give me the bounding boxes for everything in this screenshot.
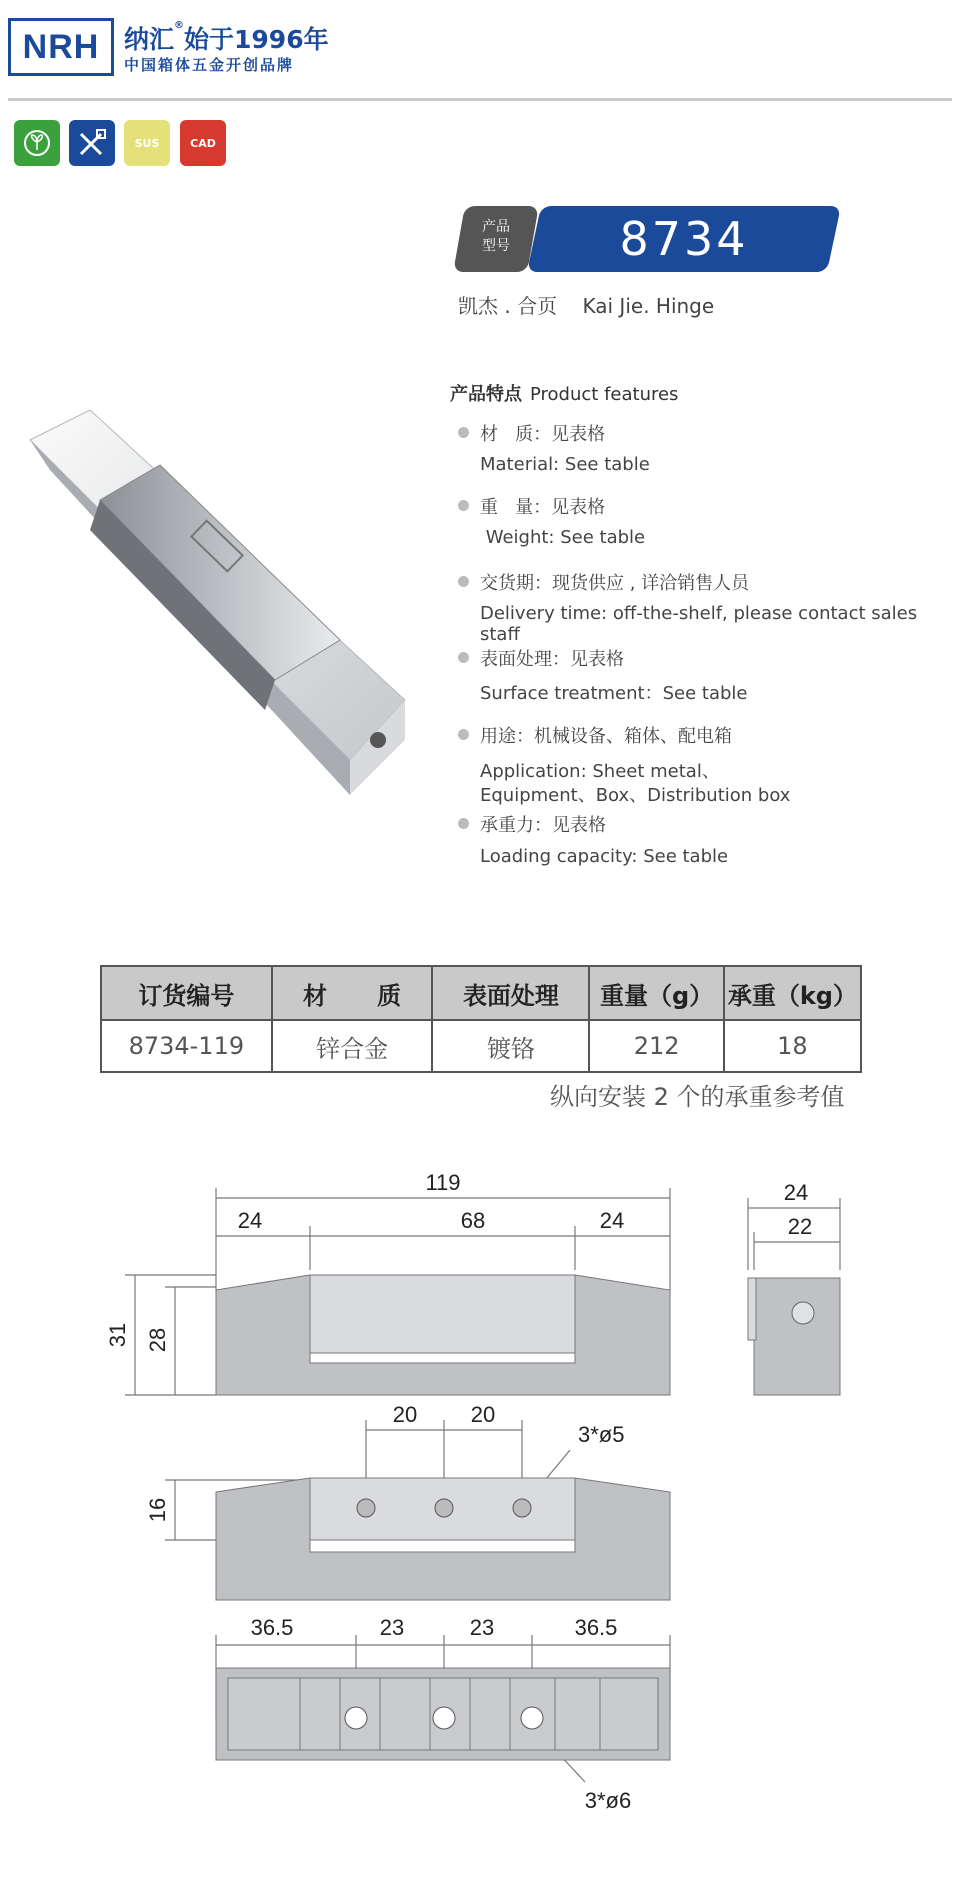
- end-hole: [370, 732, 386, 748]
- table-header-row: [101, 966, 861, 1020]
- spec-table: [100, 965, 862, 1073]
- features-heading-cn: 产品特点: [450, 384, 522, 405]
- sus-label: SUS: [134, 136, 160, 150]
- features-heading-en: Product features: [530, 384, 679, 405]
- dim-right: 24: [599, 1208, 625, 1233]
- brand-founded: 始于1996年: [184, 25, 329, 54]
- hole-icon: [345, 1707, 367, 1729]
- dim-side-inner: 22: [787, 1214, 813, 1239]
- model-tag-label: 产品 型号: [482, 219, 510, 254]
- hole-icon: [521, 1707, 543, 1729]
- dim-left: 24: [237, 1208, 263, 1233]
- dim-pitch-1: 20: [392, 1402, 418, 1427]
- side-view: [748, 1278, 840, 1395]
- feature-capacity-en: Loading capacity: See table: [480, 846, 729, 867]
- dim-top-height: 16: [145, 1497, 170, 1523]
- dim-bottom-b: 23: [379, 1615, 405, 1640]
- feature-application-cn: 用途：机械设备、箱体、配电箱: [480, 726, 732, 747]
- dim-bottom-d: 36.5: [574, 1615, 618, 1640]
- cell-capacity: 18: [724, 1020, 861, 1072]
- dim-overall: 119: [425, 1170, 461, 1195]
- cell-weight: 212: [589, 1020, 723, 1072]
- hole-icon: [433, 1707, 455, 1729]
- bullet-icon: [458, 652, 469, 663]
- feature-surface-en: Surface treatment：See table: [480, 683, 748, 704]
- cell-material: 锌合金: [272, 1020, 433, 1072]
- tools-icon: [69, 120, 115, 166]
- dim-pitch-2: 20: [470, 1402, 496, 1427]
- brand-subtitle: 中国箱体五金开创品牌: [124, 56, 295, 74]
- col-weight: 重量（g）: [589, 966, 723, 1020]
- cell-surface: 镀铬: [432, 1020, 589, 1072]
- col-order-no: 订货编号: [101, 966, 272, 1020]
- dim-bottom-a: 36.5: [250, 1615, 294, 1640]
- product-photo: [20, 410, 420, 810]
- dim-middle: 68: [460, 1208, 486, 1233]
- bottom-view: [216, 1668, 670, 1760]
- leaf-icon: [14, 120, 60, 166]
- dim-holes-bottom: 3*ø6: [584, 1788, 632, 1813]
- hole-icon: [513, 1499, 531, 1517]
- dim-holes-top: 3*ø5: [578, 1422, 625, 1447]
- feature-application-en: Application: Sheet metal、: [480, 761, 720, 782]
- cad-label: CAD: [190, 136, 216, 150]
- technical-drawing: [0, 1160, 960, 1820]
- brand-name-line: [124, 20, 329, 56]
- load-note: 纵向安装 2 个的承重参考值: [550, 1083, 845, 1111]
- feature-surface-cn: 表面处理：见表格: [480, 649, 624, 670]
- col-surface: 表面处理: [432, 966, 589, 1020]
- registered-mark: ®: [174, 20, 185, 31]
- hole-icon: [435, 1499, 453, 1517]
- features-heading: [450, 380, 678, 406]
- header-divider: [8, 98, 952, 101]
- front-view: [216, 1275, 670, 1395]
- bullet-icon: [458, 576, 469, 587]
- table-row: [101, 1020, 861, 1072]
- dim-height-total: 31: [105, 1322, 130, 1348]
- bullet-icon: [458, 427, 469, 438]
- bullet-icon: [458, 818, 469, 829]
- sus-icon: [124, 120, 170, 166]
- dim-side-outer: 24: [783, 1180, 809, 1205]
- feature-delivery-en: Delivery time: off-the-shelf, please contact sales staff: [480, 603, 918, 645]
- feature-material-en: Material: See table: [480, 454, 650, 475]
- hole-icon: [357, 1499, 375, 1517]
- top-view: [216, 1478, 670, 1600]
- bullet-icon: [458, 729, 469, 740]
- feature-material-cn: 材 质：见表格: [480, 424, 606, 445]
- cad-file-icon: [180, 120, 226, 166]
- feature-delivery-cn: 交货期：现货供应 , 详洽销售人员: [480, 573, 750, 594]
- dim-bottom-c: 23: [469, 1615, 495, 1640]
- feature-weight-cn: 重 量：见表格: [480, 497, 606, 518]
- model-number: 8734: [619, 212, 749, 266]
- cell-order-no: 8734-119: [101, 1020, 272, 1072]
- brand-cn: 纳汇: [124, 25, 175, 54]
- product-name: 凯杰 . 合页 Kai Jie. Hinge: [458, 294, 715, 318]
- col-capacity: 承重（kg）: [724, 966, 861, 1020]
- feature-application-en-2: Equipment、Box、Distribution box: [480, 785, 791, 806]
- bullet-icon: [458, 500, 469, 511]
- col-material: 材 质: [272, 966, 433, 1020]
- feature-weight-en: Weight: See table: [480, 527, 646, 548]
- dim-height-inner: 28: [145, 1327, 170, 1353]
- nrh-logo: NRH: [8, 18, 114, 76]
- feature-capacity-cn: 承重力：见表格: [480, 815, 606, 836]
